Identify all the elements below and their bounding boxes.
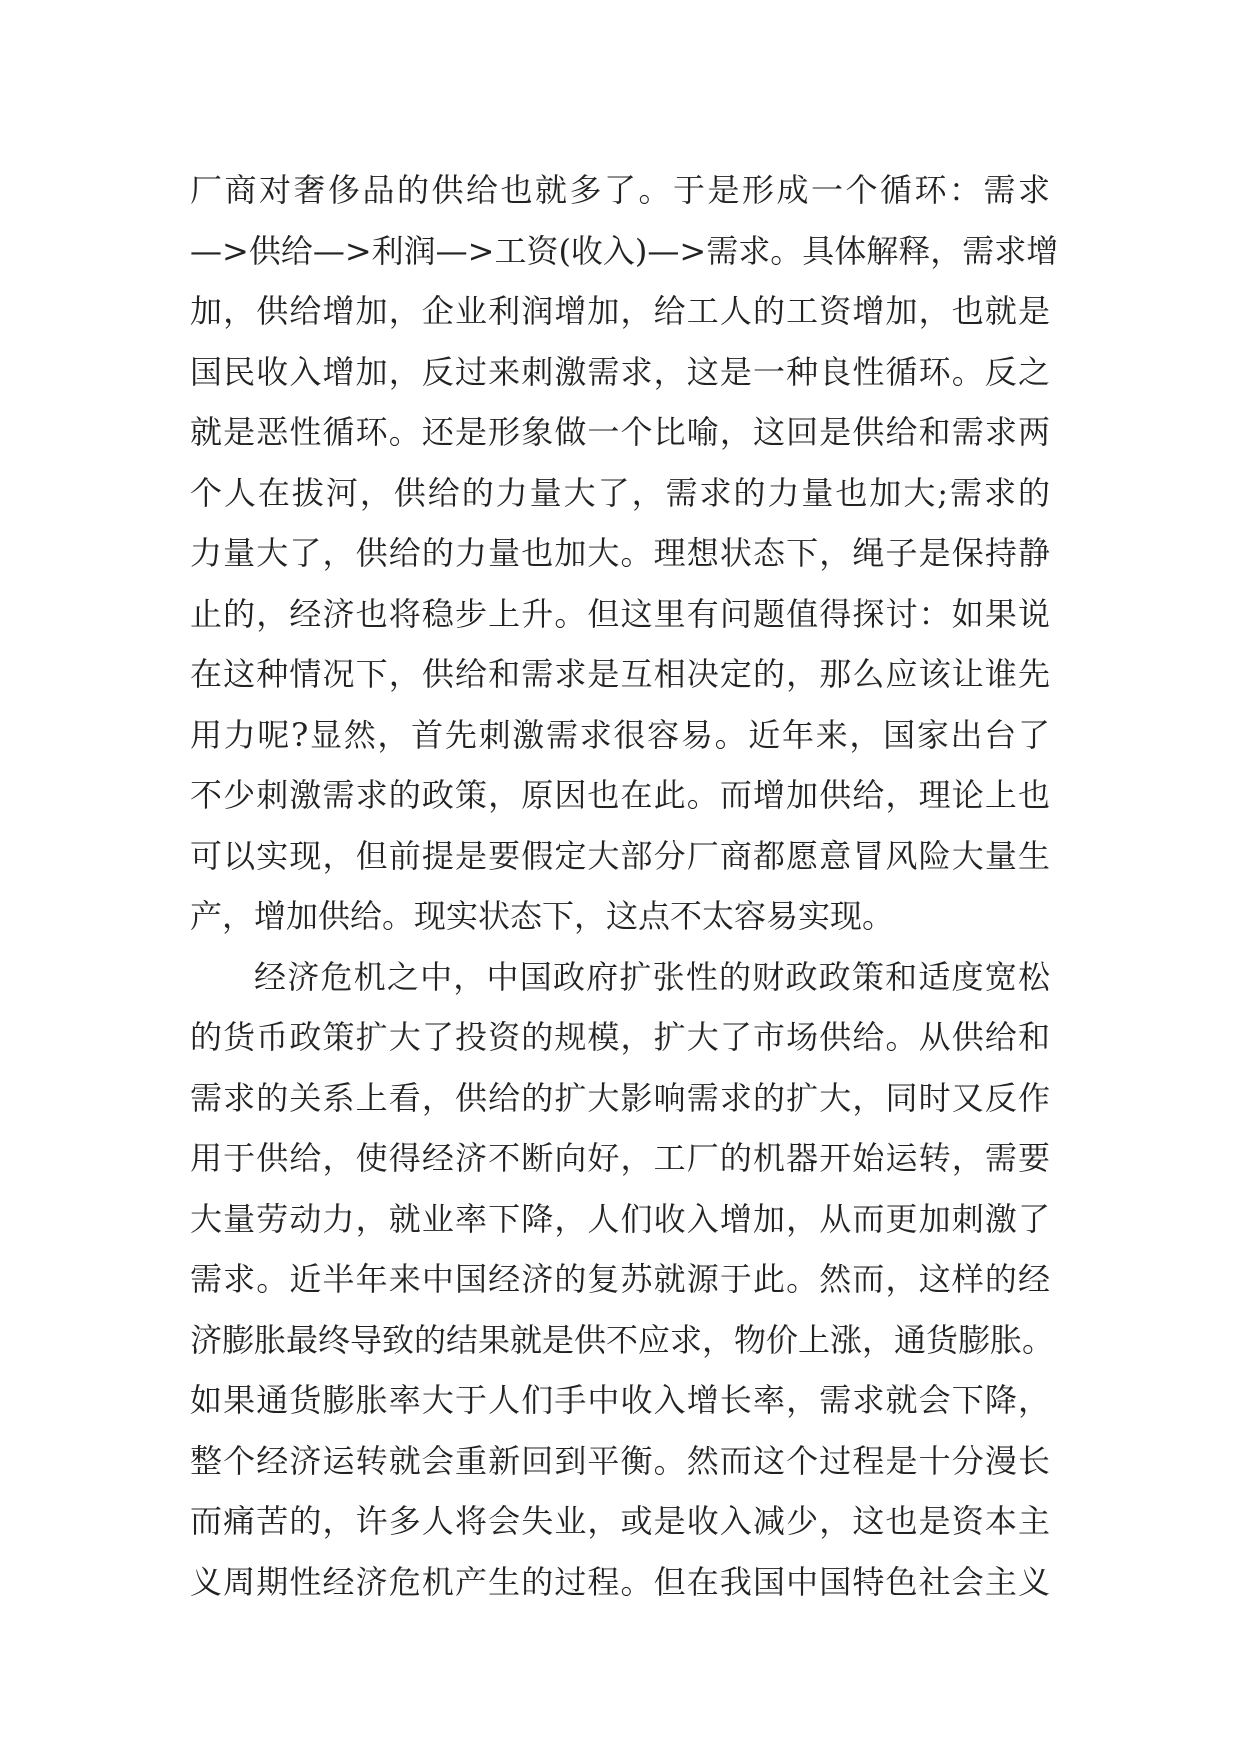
text-line: 国民收入增加，反过来刺激需求，这是一种良性循环。反之 xyxy=(190,352,1050,391)
text-line: 可以实现，但前提是要假定大部分厂商都愿意冒风险大量生 xyxy=(190,836,1050,875)
text-line: —>供给—>利润—>工资(收入)—>需求。具体解释，需求增 xyxy=(190,231,1059,270)
text-line: 的货币政策扩大了投资的规模，扩大了市场供给。从供给和 xyxy=(190,1018,1050,1056)
text-line: 厂商对奢侈品的供给也就多了。于是形成一个循环：需求 xyxy=(190,171,1050,209)
text-line: 如果通货膨胀率大于人们手中收入增长率，需求就会下降， xyxy=(190,1381,1050,1419)
text-line: 需求。近半年来中国经济的复苏就源于此。然而，这样的经 xyxy=(190,1260,1050,1298)
text-line: 整个经济运转就会重新回到平衡。然而这个过程是十分漫长 xyxy=(190,1441,1050,1480)
text-line: 在这种情况下，供给和需求是互相决定的，那么应该让谁先 xyxy=(190,655,1050,693)
text-line: 大量劳动力，就业率下降，人们收入增加，从而更加刺激了 xyxy=(190,1199,1050,1238)
text-line: 义周期性经济危机产生的过程。但在我国中国特色社会主义 xyxy=(190,1562,1050,1601)
text-line: 止的，经济也将稳步上升。但这里有问题值得探讨：如果说 xyxy=(190,594,1050,633)
text-line: 济膨胀最终导致的结果就是供不应求，物价上涨，通货膨胀。 xyxy=(190,1320,1055,1359)
paragraph-2 xyxy=(190,947,1055,1613)
text-line: 加，供给增加，企业利润增加，给工人的工资增加，也就是 xyxy=(190,292,1050,330)
text-line: 就是恶性循环。还是形象做一个比喻，这回是供给和需求两 xyxy=(190,413,1050,451)
text-line: 经济危机之中，中国政府扩张性的财政政策和适度宽松 xyxy=(254,957,1050,996)
text-line: 不少刺激需求的政策，原因也在此。而增加供给，理论上也 xyxy=(190,776,1050,814)
text-line: 需求的关系上看，供给的扩大影响需求的扩大，同时又反作 xyxy=(190,1078,1050,1117)
body-text xyxy=(190,160,1059,1612)
text-line: 个人在拔河，供给的力量大了，需求的力量也加大;需求的 xyxy=(190,473,1050,512)
paragraph-1 xyxy=(190,160,1059,947)
text-line: 用于供给，使得经济不断向好，工厂的机器开始运转，需要 xyxy=(190,1139,1050,1177)
text-line: 产，增加供给。现实状态下，这点不太容易实现。 xyxy=(190,897,895,935)
text-line: 力量大了，供给的力量也加大。理想状态下，绳子是保持静 xyxy=(190,534,1050,572)
text-line: 用力呢?显然，首先刺激需求很容易。近年来，国家出台了 xyxy=(190,715,1050,754)
text-line: 而痛苦的，许多人将会失业，或是收入减少，这也是资本主 xyxy=(190,1502,1050,1540)
